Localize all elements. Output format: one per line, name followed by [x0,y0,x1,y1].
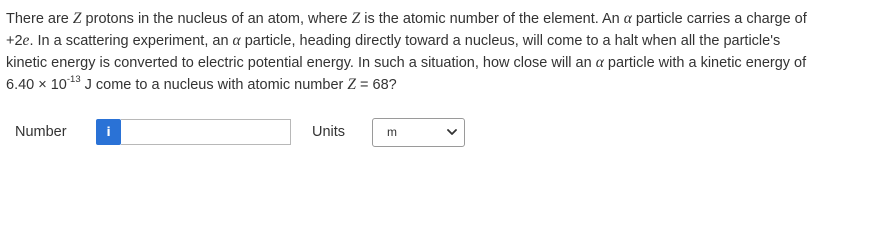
units-select[interactable] [372,118,465,147]
alpha-symbol: α [232,32,241,49]
number-input[interactable] [121,119,291,145]
chevron-down-icon [447,128,457,136]
variable-e: e [22,32,30,49]
kinetic-energy-value: 6.40 × 10 [6,77,67,93]
question-fragment: particle, heading directly toward a nucleus, will come to a halt when all the particle's [240,33,781,49]
question-fragment: particle carries a charge of [631,11,807,27]
answer-row [0,118,882,148]
alpha-symbol: α [623,10,632,27]
exponent: -13 [66,74,81,86]
question-fragment: J come to a nucleus with atomic number [80,77,348,93]
variable-z: Z [351,10,361,27]
question-fragment: kinetic energy is converted to electric potential energy. In such a situation, how close will an [6,55,596,71]
question-fragment: . In a scattering experiment, an [29,33,233,49]
question-fragment: = 68? [356,77,397,93]
question-fragment: particle with a kinetic energy of [603,55,807,71]
units-selected-value: m [387,125,397,139]
alpha-symbol: α [595,54,604,71]
variable-z: Z [72,10,82,27]
question-fragment: is the atomic number of the element. An [360,11,624,27]
number-label: Number [15,124,67,140]
variable-z: Z [347,76,356,93]
question-fragment: +2 [6,33,23,49]
info-icon[interactable]: i [96,119,121,145]
question-text [6,8,878,96]
question-fragment: There are [6,11,73,27]
units-label: Units [312,124,346,140]
question-fragment: protons in the nucleus of an atom, where [81,11,352,27]
